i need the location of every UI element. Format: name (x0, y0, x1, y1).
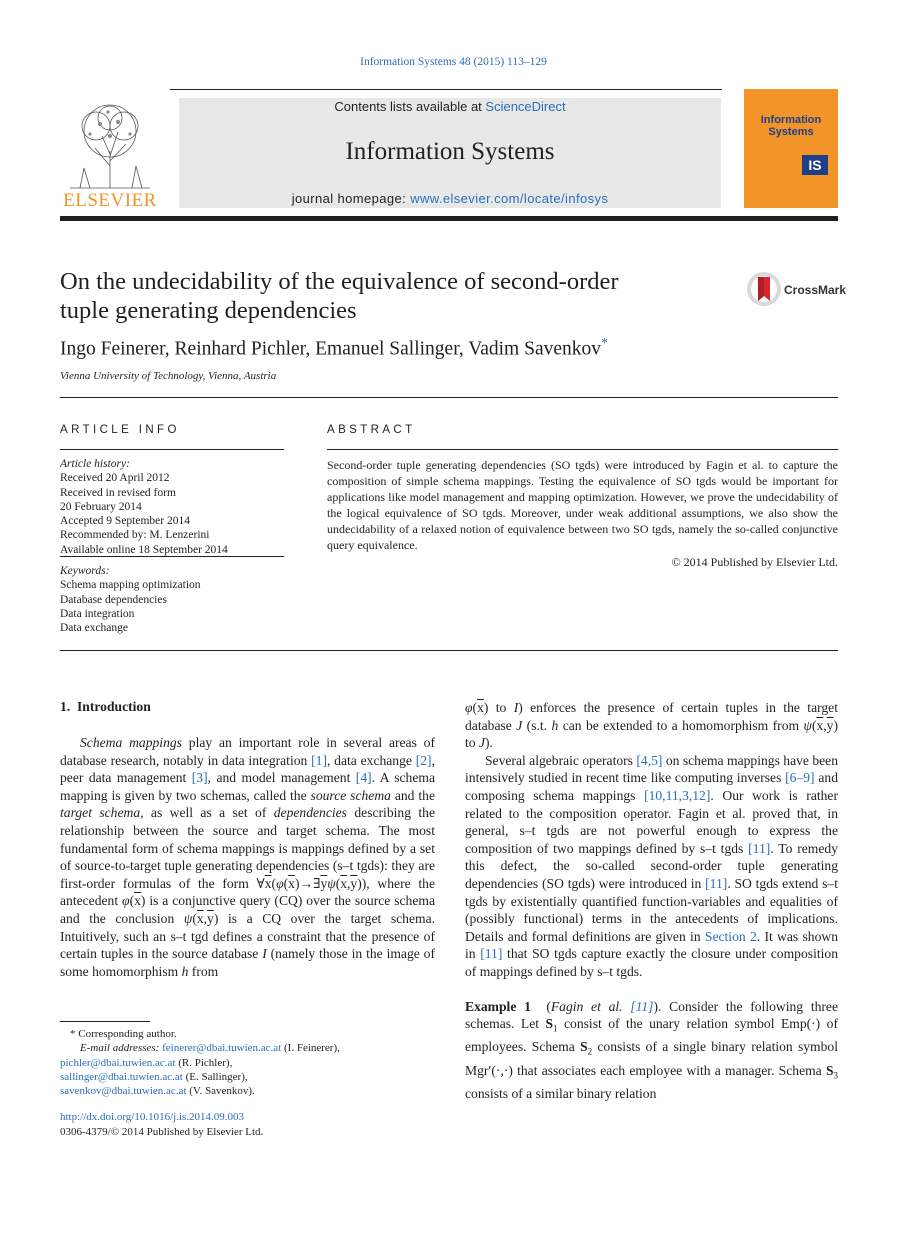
keyword-item: Database dependencies (60, 593, 167, 606)
citation-link[interactable]: [11] (705, 875, 728, 891)
crossmark-icon (746, 271, 782, 307)
email-link[interactable]: savenkov@dbai.tuwien.ac.at (60, 1085, 187, 1098)
email-line: savenkov@dbai.tuwien.ac.at (V. Savenkov). (60, 1085, 255, 1098)
email-link[interactable]: pichler@dbai.tuwien.ac.at (60, 1056, 176, 1069)
journal-title: Information Systems (345, 138, 555, 165)
abstract-body (327, 457, 838, 570)
citation-link[interactable]: [4,5] (636, 752, 663, 768)
citation-link[interactable]: [2] (415, 752, 432, 768)
elsevier-wordmark: ELSEVIER (63, 190, 157, 211)
crossmark-badge[interactable] (746, 271, 847, 309)
history-line: Accepted 9 September 2014 (60, 515, 190, 528)
keywords-label: Keywords: (60, 565, 110, 577)
corresponding-author-note: * Corresponding author. (70, 1028, 177, 1040)
history-line: 20 February 2014 (60, 500, 142, 513)
doi-line (60, 1110, 435, 1124)
article-title: On the undecidability of the equivalence of second-order tuple generating dependencies (60, 268, 619, 324)
corresponding-mark[interactable]: * (601, 336, 609, 351)
history-line: Received 20 April 2012 (60, 472, 170, 485)
crossmark-label: CrossMark (784, 283, 847, 297)
journal-cover[interactable] (744, 89, 838, 208)
rule-info-2 (60, 556, 284, 557)
intro-paragraph-1: Schema mappings play an important role in several areas of database research, notably in data integration [1], data exchange [2], peer data management [3], and model management [4]. A schema mapping is given by two schemas, called the source schema and the target schema, as well as a set of dependencies describing the relationship between the source and target schema. The most fundamental form of schema mappings is mappings defined by a set of source-to-target tuple generating dependencies (s–t tgds): they are first-order formulas of the form $\forall\overline{x}(\varphi(\overline{x})\to\exists\overline{y}\psi(\overline{x},\overline{y}))$, where the antecedent $\varphi(\overline{x})$ is a conjunctive query (CQ) over the source schema and the conclusion $\psi(\overline{x},\overline{y})$ is a CQ over the target schema. Intuitively, such an s–t tgd defines a constraint that the presence of certain tuples in the source database I (namely those in the image of some homomorphism h from (60, 735, 436, 979)
history-line: Received in revised form (60, 486, 176, 499)
footnotes (60, 1027, 435, 1139)
rule-abstract (327, 449, 838, 450)
citation-link[interactable]: [11] (630, 998, 654, 1014)
intro-right-column: $\varphi(\overline{x})$ to I) enforces the presence of certain tuples in the target database J (s.t. h can be extended to a homomorphism from $\psi(\overline{x},\overline{y})$ to J). Several algebraic operators [4,5] on schema mappings have been intensively studied in recent time like computing inverses [6–9] and composing schema mappings [10,11,3,12]. Our work is rather related to the composition operator. Fagin et al. proved that, in general, s–t tgds are not powerful enough to express the composition of two mappings defined by s–t tgds [11]. To remedy this defect, the so-called second-order tuple generating dependencies (SO tgds) were introduced in [11]. SO tgds extend s–t tgds by existentially quantified function-variables and equalities of (possibly functional) terms in the antecedents of implications. Details and formal definitions are given in Section 2. It was shown in [11] that SO tgds capture exactly the closure under composition of mappings defined by s–t tgds. Example 1 (Fagin et al. [11]). Consider the following three schemas. Let $S_1$ consist of the unary relation symbol Emp(·) of employees. Schema $S_2$ consists of a single binary relation symbol Mgr′(·,·) that associates each employee with a manager. Schema $S_3$ consists of a similar binary relation (465, 700, 839, 1102)
citation-link[interactable]: [11] (480, 946, 503, 962)
rule-above-info (60, 397, 838, 398)
keyword-item: Data exchange (60, 622, 129, 635)
citation-link[interactable]: [6–9] (785, 770, 815, 786)
keyword-item: Schema mapping optimization (60, 579, 201, 592)
history-line: Recommended by: M. Lenzerini (60, 529, 210, 542)
abstract-text: Second-order tuple generating dependencies (SO tgds) were introduced by Fagin et al. to capture the composition of simple schema mappings. Testing the equivalence of SO tgds would be important for applications like model management and mapping optimization. However, we prove the undecidability of the logical equivalence of SO tgds. Moreover, under weak additional assumptions, we also show the undecidability of a relaxed notion of equivalence between two SO tgds, namely the so-called conjunctive query equivalence. (327, 458, 838, 553)
citation-link[interactable]: [11] (748, 840, 771, 856)
citation-link[interactable]: [4] (355, 770, 372, 786)
cover-title-line2: Systems (768, 126, 814, 138)
citation-link[interactable]: [1] (311, 752, 327, 768)
cover-badge: IS (802, 155, 828, 175)
contents-line: Contents lists available at ScienceDirect (334, 99, 566, 114)
abstract-heading: ABSTRACT (327, 424, 416, 436)
rule-info-1 (60, 449, 284, 450)
homepage-link[interactable]: www.elsevier.com/locate/infosys (410, 191, 609, 206)
author-list: Ingo Feinerer, Reinhard Pichler, Emanuel Sallinger, Vadim Savenkov* (60, 336, 609, 360)
article-info-heading: ARTICLE INFO (60, 424, 180, 436)
footnote-rule (60, 1021, 150, 1022)
issn-line: 0306-4379/© 2014 Published by Elsevier Ltd. (60, 1125, 264, 1138)
email-line: sallinger@dbai.tuwien.ac.at (E. Sallinger), (60, 1070, 248, 1083)
journal-homepage: journal homepage: www.elsevier.com/locate/infosys (291, 191, 609, 206)
section-heading: 1. Introduction (60, 699, 151, 714)
journal-reference[interactable]: Information Systems 48 (2015) 113–129 (360, 56, 547, 68)
doi-link[interactable]: http://dx.doi.org/10.1016/j.is.2014.09.003 (60, 1111, 245, 1124)
abstract-copyright: © 2014 Published by Elsevier Ltd. (671, 554, 838, 569)
citation-link[interactable]: [10,11,3,12] (644, 787, 711, 803)
email-line: pichler@dbai.tuwien.ac.at (R. Pichler), (60, 1056, 233, 1069)
keywords (60, 564, 284, 635)
rule-below-abstract (60, 650, 838, 651)
header-thick-rule (60, 216, 838, 221)
email-line: E-mail addresses: feinerer@dbai.tuwien.ac.at (I. Feinerer), (80, 1042, 340, 1055)
cover-title-line1: Information (760, 114, 822, 126)
email-link[interactable]: feinerer@dbai.tuwien.ac.at (162, 1042, 282, 1055)
sciencedirect-link[interactable]: ScienceDirect (485, 99, 566, 114)
email-link[interactable]: sallinger@dbai.tuwien.ac.at (60, 1070, 183, 1083)
keyword-item: Data integration (60, 607, 135, 620)
header-rule (170, 89, 722, 90)
article-history (60, 457, 284, 557)
citation-link[interactable]: [3] (191, 770, 208, 786)
history-label: Article history: (60, 458, 130, 470)
section-link[interactable]: Section 2 (704, 928, 757, 944)
history-line: Available online 18 September 2014 (60, 543, 228, 556)
affiliation: Vienna University of Technology, Vienna, Austria (60, 370, 277, 382)
elsevier-logo (60, 96, 160, 211)
